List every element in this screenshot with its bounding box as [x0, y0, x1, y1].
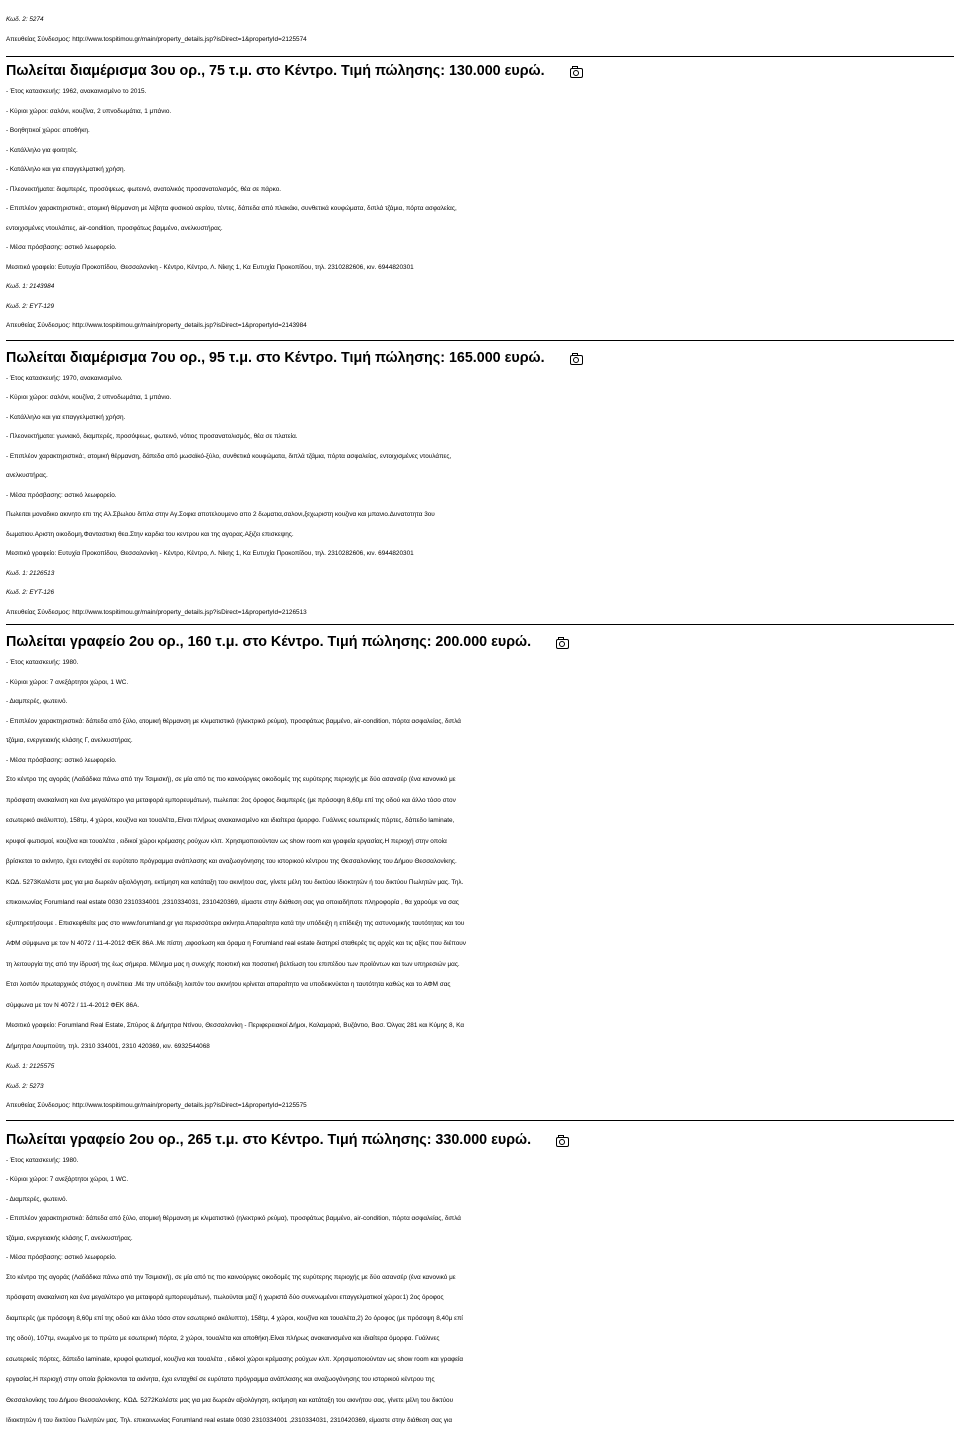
- listing-detail: - Κατάλληλο και για επαγγελματική χρήση.: [6, 413, 126, 421]
- listing-description: δωματιου.Αριστη οικοδομη,Φανταστικη θεα.Στην καρδια του κεντρου και της αγορας.Αξιζει επισκεψης.: [6, 530, 294, 538]
- code1-line: Κωδ. 1: 2143984: [6, 283, 55, 290]
- listing-detail: - Διαμπερές, φωτεινό.: [6, 1195, 68, 1203]
- camera-icon[interactable]: [555, 636, 569, 648]
- listing-description: ΑΦΜ σύμφωνα με τον Ν 4072 / 11-4-2012 ΦΕΚ 86Α .Με πίστη ,αφοσίωση και όραμα η Forumland real estate διατηρεί σταθερές τις αρχές και τις αξίες που διέπουν: [6, 940, 466, 947]
- listing-detail: - Επιπλέον χαρακτηριστικά: δάπεδα από ξύλο, ατομική θέρμανση με κλιματιστικό (ηλεκτρικό ρεύμα), προσφάτως βαμμένο, air-condition, πόρτα ασφαλείας, διπλά: [6, 1215, 462, 1222]
- code2-line: Κωδ. 2: 5274: [6, 16, 44, 23]
- agency-line: Δήμητρα Λουμπούτη, τηλ. 2310 334001, 2310 420369, κιν. 6932544068: [6, 1042, 210, 1050]
- listing-description: Πωλειται μοναδικο ακινητο επι της Αλ.Σβωλου διπλα στην Αγ.Σοφια αποτελουμενο απο 2 δωματια,σαλονι,ξεχωριστη κουζινα και μπανιο.Δυνατοτητα 3ου: [6, 511, 435, 518]
- listing-detail: - Πλεονεκτήματα: διαμπερές, προσόψεως, φωτεινό, ανατολικός προσανατολισμός, θέα σε πάρκο.: [6, 185, 282, 193]
- listing-detail: - Διαμπερές, φωτεινό.: [6, 698, 68, 705]
- camera-icon[interactable]: [569, 65, 583, 77]
- listing-detail: - Έτος κατασκευής: 1970, ανακαινισμένο.: [6, 374, 123, 382]
- listing-title-text: Πωλείται διαμέρισμα 3ου ορ., 75 τ.μ. στο Κέντρο. Τιμή πώλησης: 130.000 ευρώ.: [6, 63, 545, 79]
- listing-title: [6, 631, 954, 653]
- document-page: [6, 10, 954, 1432]
- code2-line: Κωδ. 2: ΕΥΤ-126: [6, 589, 55, 596]
- separator: [6, 56, 954, 57]
- listing-detail: ανελκυστήρας.: [6, 472, 48, 479]
- listing-description: εξυπηρετήσουμε . Επισκεφθείτε μας στο www.forumland.gr για περισσότερα ακίνητα.Απαραίτητα κατά την υπόδειξη η επίδειξη της αστυνομικής ταυτότητας και του: [6, 919, 465, 927]
- agency-line: Μεσιτικό γραφείο: Ευτυχία Προκοπίδου, Θεσσαλονίκη - Κέντρο, Κέντρο, Λ. Νίκης 1, Κα Ευτυχία Προκοπίδου, τηλ. 2310282606, κιν. 6944820301: [6, 550, 414, 557]
- code1-line: Κωδ. 1: 2125575: [6, 1063, 55, 1070]
- listing-detail: - Κύριοι χώροι: σαλόνι, κουζίνα, 2 υπνοδωμάτια, 1 μπάνιο.: [6, 394, 172, 401]
- listing-title-text: Πωλείται γραφείο 2ου ορ., 265 τ.μ. στο Κέντρο. Τιμή πώλησης: 330.000 ευρώ.: [6, 1131, 532, 1148]
- listing-description: ΚΩΔ. 5273Καλέστε μας για μια δωρεάν αξιολόγηση, εκτίμηση και κατάταξη του ακινήτου σας, γίνετε μέλη του δικτύου Ιδιοκτητών ή του δικτύου Πωλητών μας. Τηλ.: [6, 878, 464, 886]
- listing-description: τη λειτουργία της από την ίδρυσή της έως σήμερα. Μέλημα μας η συνεχής ποιοτική και ποσοτική βελτίωση του επιπέδου των προϊόντων και των υπηρεσιών μας.: [6, 960, 460, 968]
- separator: [6, 1120, 954, 1121]
- listing-description: διαμπερές (με πρόσοψη 8,60μ επί της οδού και άλλο τόσο στον εσωτερικό ακάλυπτο), 158τμ, 4 χώροι, κουζίνα και τουαλέτα,2) 2ο όροφος (με πρόσοψη 8,40μ επί: [6, 1314, 463, 1322]
- listing-title: [6, 1129, 954, 1151]
- listing-description: εσωτερικό ακάλυπτο), 158τμ, 4 χώροι, κουζίνα και τουαλέτα,.Είναι πλήρως ανακαινισμένο και ιδιαίτερα όμορφο. Γυάλινες εσωτερικές πόρτες, δάπεδο laminate,: [6, 817, 455, 824]
- listing-description: Στο κέντρο της αγοράς (Λαδάδικα πάνω από την Τσιμισκή), σε μία από τις πιο καινούργιες οικοδομές της ευρύτερης περιοχής με δύο ασανσέρ (ένα κανονικό με: [6, 1273, 456, 1281]
- listing-description: κρυφοί φωτισμοί, κουζίνα και τουαλέτα , ειδικοί χώροι κρέμασης ρούχων κλπ. Χρησιμοποιούνταν ως show room και γραφεία εργασίας.Η περιοχή στην οποία: [6, 837, 447, 845]
- code2-line: Κωδ. 2: ΕΥΤ-129: [6, 302, 55, 310]
- listing-description: Στο κέντρο της αγοράς (Λαδάδικα πάνω από την Τσιμισκή), σε μία από τις πιο καινούργιες οικοδομές της ευρύτερης περιοχής με δύο ασανσέρ (ένα κανονικό με: [6, 776, 456, 783]
- listing-detail: - Έτος κατασκευής: 1962, ανακαινισμένο το 2015.: [6, 88, 147, 95]
- listing-detail: - Μέσα πρόσβασης: αστικό λεωφορείο.: [6, 244, 117, 251]
- listing-description: εσωτερικές πόρτες, δάπεδο laminate, κρυφοί φωτισμοί, κουζίνα και τουαλέτα , ειδικοί χώροι κρέμασης ρούχων κλπ. Χρησιμοποιούνταν ως show room και γραφεία: [6, 1355, 464, 1363]
- listing-description: Θεσσαλονίκης του Δήμου Θεσσαλονίκης. ΚΩΔ. 5272Καλέστε μας για μια δωρεάν αξιολόγηση, εκτίμηση και κατάταξη του ακινήτου σας, γίνετε μέλη του δικτύου: [6, 1396, 454, 1404]
- listing-detail: εντοιχισμένες ντουλάπες, air-condition, προσφάτως βαμμένο, ανελκυστήρας.: [6, 224, 223, 232]
- separator: [6, 624, 954, 625]
- listing-detail: - Επιπλέον χαρακτηριστικά:, ατομική θέρμανση με λέβητα φυσικού αερίου, τέντες, δάπεδα από πλακάκι, συνθετικά κουφώματα, διπλά τζάμια, πόρτα ασφαλείας,: [6, 205, 457, 212]
- listing-title: [6, 347, 954, 369]
- listing-description: εργασίας.Η περιοχή στην οποία βρίσκονται τα ακίνητα, έχει ενταχθεί σε ευρύτατο πρόγραμμα ανάπλασης και αναζωογόνησης του ιστορικού κέντρου της: [6, 1376, 435, 1383]
- listing-detail: - Έτος κατασκευής: 1980.: [6, 1156, 79, 1164]
- direct-link[interactable]: Απευθείας Σύνδεσμος: http://www.tospitimou.gr/main/property_details.jsp?isDirect=1&propertyId=2125574: [6, 35, 307, 43]
- listing-detail: - Επιπλέον χαρακτηριστικά:, ατομική θέρμανση, δάπεδα από μωσαϊκό-ξύλο, συνθετικά κουφώματα, διπλά τζάμια, πόρτα ασφαλείας, εντοιχισμένες ντουλάπες,: [6, 452, 452, 460]
- listing-detail: - Επιπλέον χαρακτηριστικά: δάπεδα από ξύλο, ατομική θέρμανση με κλιματιστικό (ηλεκτρικό ρεύμα), προσφάτως βαμμένο, air-condition, πόρτα ασφαλείας, διπλά: [6, 717, 462, 725]
- agency-line: Μεσιτικό γραφείο: Forumland Real Estate, Σπύρος & Δήμητρα Ντίνου, Θεσσαλονίκη - Περιφερειακοί Δήμοι, Καλαμαριά, Βυζάντιο, Βασ. Όλγας 281 και Κύμης 8, Κα: [6, 1022, 465, 1029]
- listing-detail: - Μέσα πρόσβασης: αστικό λεωφορείο.: [6, 756, 117, 764]
- listing-description: βρίσκεται το ακίνητο, έχει ενταχθεί σε ευρύτατο πρόγραμμα ανάπλασης και αναζωογόνησης του ιστορικού κέντρου της Θεσσαλονίκης του Δήμου Θεσσαλονίκης.: [6, 858, 457, 865]
- listing-description: επικοινωνίας Forumland real estate 0030 2310334001 ,2310334031, 2310420369, είμαστε στην διάθεση σας για οποιαδήποτε πληροφορία , θα χαρούμε να σας: [6, 899, 459, 906]
- listing-detail: - Βοηθητικοί χώροι: αποθήκη.: [6, 127, 90, 134]
- listing-detail: - Κύριοι χώροι: 7 ανεξάρτητοι χώροι, 1 WC.: [6, 678, 129, 686]
- listing-detail: - Κύριοι χώροι: σαλόνι, κουζίνα, 2 υπνοδωμάτια, 1 μπάνιο.: [6, 107, 172, 115]
- listing-detail: - Κατάλληλο και για επαγγελματική χρήση.: [6, 166, 126, 173]
- camera-icon[interactable]: [555, 1134, 569, 1146]
- camera-icon[interactable]: [569, 352, 583, 364]
- listing-detail: - Κύριοι χώροι: 7 ανεξάρτητοι χώροι, 1 WC.: [6, 1176, 129, 1183]
- listing-detail: - Έτος κατασκευής: 1980.: [6, 659, 79, 666]
- agency-line: Μεσιτικό γραφείο: Ευτυχία Προκοπίδου, Θεσσαλονίκη - Κέντρο, Κέντρο, Λ. Νίκης 1, Κα Ευτυχία Προκοπίδου, τηλ. 2310282606, κιν. 6944820301: [6, 263, 414, 271]
- listing-detail: - Μέσα πρόσβασης: αστικό λεωφορείο.: [6, 491, 117, 499]
- separator: [6, 340, 954, 341]
- direct-link[interactable]: Απευθείας Σύνδεσμος: http://www.tospitimou.gr/main/property_details.jsp?isDirect=1&propertyId=2126513: [6, 608, 307, 616]
- listing-description: Ιδιοκτητών ή του δικτύου Πωλητών μας. Τηλ. επικοινωνίας Forumland real estate 0030 2310334001 ,2310334031, 2310420369, είμαστε στην διάθεση σας για: [6, 1417, 453, 1424]
- listing-title: [6, 60, 954, 82]
- code2-line: Κωδ. 2: 5273: [6, 1082, 44, 1090]
- listing-title-text: Πωλείται γραφείο 2ου ορ., 160 τ.μ. στο Κέντρο. Τιμή πώλησης: 200.000 ευρώ.: [6, 634, 532, 650]
- listing-detail: τζάμια, ενεργειακής κλάσης Γ, ανελκυστήρας.: [6, 1234, 133, 1242]
- listing: [6, 60, 954, 341]
- listing-detail: τζάμια, ενεργειακής κλάσης Γ, ανελκυστήρας.: [6, 737, 133, 744]
- listing-description: σύμφωνα με τον Ν 4072 / 11-4-2012 ΦΕΚ 86Α.: [6, 1001, 140, 1009]
- listing-description: πρόσφατη ανακαίνιση και ένα μεγαλύτερο για μεταφορά εμπορευμάτων), πωλούνται μαζί ή χωριστά δύο συνενωμένοι επαγγελματικοί χώροι:1) 2ος όροφος: [6, 1294, 444, 1301]
- listing-detail: - Πλεονεκτήματα: γωνιακό, διαμπερές, προσόψεως, φωτεινό, νότιος προσανατολισμός, θέα σε πλατεία.: [6, 433, 298, 440]
- listing-title-text: Πωλείται διαμέρισμα 7ου ορ., 95 τ.μ. στο Κέντρο. Τιμή πώλησης: 165.000 ευρώ.: [6, 349, 545, 366]
- listing-detail: - Κατάλληλο για φοιτητές.: [6, 146, 78, 154]
- listing: [6, 347, 954, 626]
- code1-line: Κωδ. 1: 2126513: [6, 569, 55, 577]
- listing-description: Ετσι λοιπόν πρωταρχικός στόχος η συνέπεια .Με την υπόδειξη λοιπόν του ακινήτου κρίνεται απαραίτητο να υποδεικνύεται η ταυτότητα καθώς και το ΑΦΜ σας: [6, 981, 451, 988]
- direct-link[interactable]: Απευθείας Σύνδεσμος: http://www.tospitimou.gr/main/property_details.jsp?isDirect=1&propertyId=2125575: [6, 1102, 307, 1109]
- direct-link[interactable]: Απευθείας Σύνδεσμος: http://www.tospitimou.gr/main/property_details.jsp?isDirect=1&propertyId=2143984: [6, 322, 307, 329]
- listing: [6, 631, 954, 1121]
- listing-detail: - Μέσα πρόσβασης: αστικό λεωφορείο.: [6, 1254, 117, 1261]
- listing-description: της οδού), 107τμ, ενωμένο με το πρώτο με εσωτερική πόρτα, 2 χώροι, τουαλέτα και αποθήκη.Είναι πλήρως ανακαινισμένα και ιδιαίτερα όμορφα. Γυάλινες: [6, 1335, 440, 1342]
- listing: [6, 1129, 954, 1432]
- listing-description: πρόσφατη ανακαίνιση και ένα μεγαλύτερο για μεταφορά εμπορευμάτων), πωλειται: 2ος όροφος διαμπερές (με πρόσοψη 8,60μ επί της οδού και άλλο τόσο στον: [6, 796, 456, 804]
